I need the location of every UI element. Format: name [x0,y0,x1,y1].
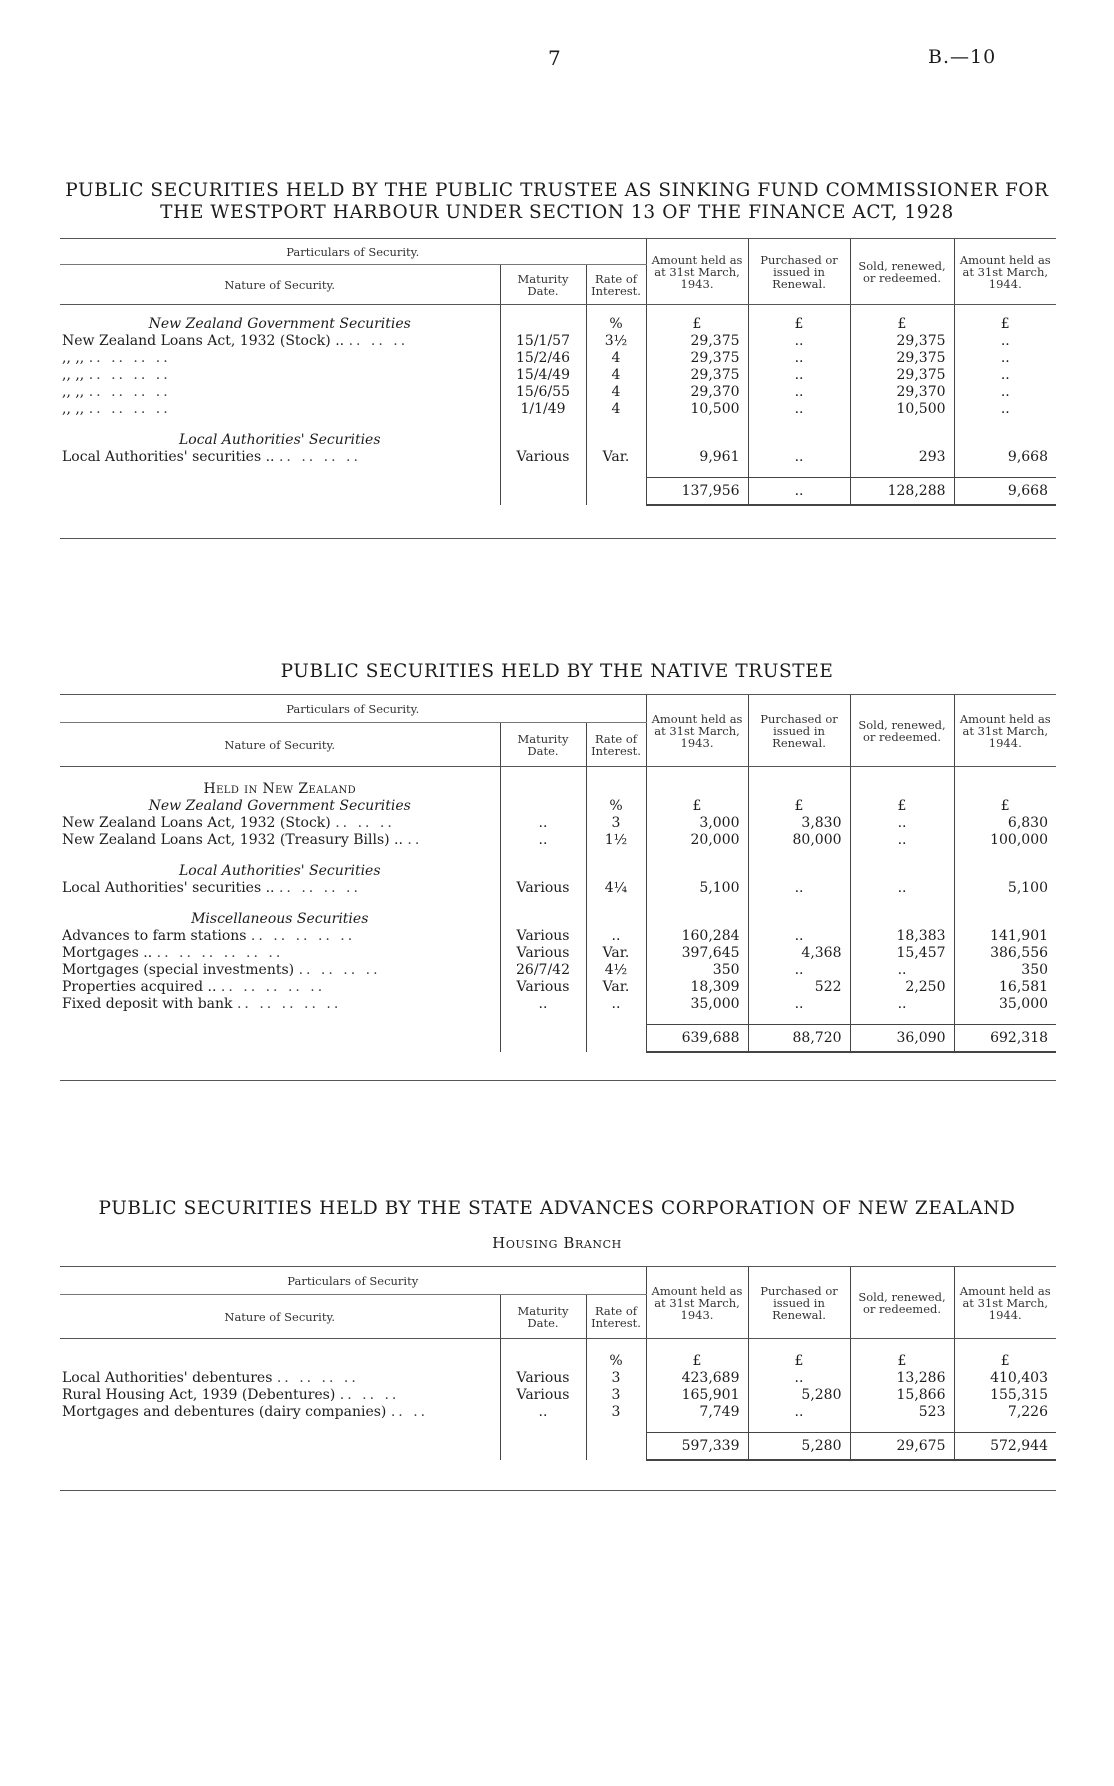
westport-table [60,238,1056,506]
table-row [60,333,1056,350]
table-row [60,367,1056,384]
security-name [60,1404,500,1421]
interest-rate: 4 [586,401,646,418]
amount-sold: 29,375 [850,350,954,367]
amount-sold: .. [850,962,954,979]
total-sold: 29,675 [850,1433,954,1461]
header-rate: Rate of Interest. [586,1295,646,1339]
interest-rate: 3 [586,1387,646,1404]
amount-sold: 29,375 [850,333,954,350]
security-name [60,401,500,418]
amount-held-1944: .. [954,367,1056,384]
unit-label: £ [954,1353,1056,1370]
unit-label: % [586,316,646,333]
section-rule [60,1080,1056,1082]
amount-held-1943: 160,284 [646,928,748,945]
page-number: 7 [548,46,561,70]
leader-dots: .. .. .. .. [276,1370,359,1386]
amount-purchased: .. [748,1404,850,1421]
security-name [60,996,500,1013]
security-name-text: Properties acquired .. [62,979,217,995]
amount-purchased: .. [748,401,850,418]
amount-held-1944: .. [954,401,1056,418]
interest-rate: 1½ [586,832,646,849]
unit-label: £ [748,316,850,333]
leader-dots: .. .. .. .. [88,367,171,383]
amount-held-1944: 7,226 [954,1404,1056,1421]
security-name-text: ,, ,, [62,350,85,366]
total-held-1943: 639,688 [646,1025,748,1053]
header-held-1944: Amount held as at 31st March, 1944. [954,239,1056,305]
amount-sold: .. [850,880,954,897]
amount-held-1944: 35,000 [954,996,1056,1013]
amount-sold: 523 [850,1404,954,1421]
leader-dots: .. .. [390,1404,429,1420]
security-name [60,384,500,401]
leader-dots: .. .. .. .. .. .. [156,945,284,961]
interest-rate: 3½ [586,333,646,350]
amount-held-1943: 18,309 [646,979,748,996]
unit-label: % [586,1353,646,1370]
header-held-1943: Amount held as at 31st March, 1943. [646,1267,748,1339]
native-table-section [60,694,1056,1053]
table-row [60,350,1056,367]
westport-title-line1: PUBLIC SECURITIES HELD BY THE PUBLIC TRUSTEE AS SINKING FUND COMMISSIONER FOR [65,180,1049,201]
interest-rate: 4 [586,384,646,401]
header-maturity: Maturity Date. [500,1295,586,1339]
table-row [60,449,1056,466]
header-nature: Nature of Security. [60,265,500,305]
maturity-date: 15/6/55 [500,384,586,401]
section-heading: Local Authorities' Securities [178,432,381,448]
unit-label: £ [954,316,1056,333]
table-row [60,1370,1056,1387]
amount-sold: 18,383 [850,928,954,945]
unit-label: £ [850,316,954,333]
security-name [60,880,500,897]
security-name [60,832,500,849]
interest-rate: 4¼ [586,880,646,897]
header-rate: Rate of Interest. [586,265,646,305]
leader-dots: .. .. .. [335,815,395,831]
amount-sold: 15,866 [850,1387,954,1404]
security-name-text: Local Authorities' securities .. [62,449,275,465]
amount-purchased: 3,830 [748,815,850,832]
table-row [60,1387,1056,1404]
amount-sold: .. [850,996,954,1013]
amount-sold: 29,375 [850,367,954,384]
amount-purchased: .. [748,962,850,979]
table-row [60,928,1056,945]
leader-dots: .. .. .. .. [278,449,361,465]
header-sold: Sold, renewed, or redeemed. [850,695,954,767]
native-title: PUBLIC SECURITIES HELD BY THE NATIVE TRUSTEE [280,661,834,682]
amount-purchased: 522 [748,979,850,996]
section-rule [60,538,1056,540]
interest-rate: 3 [586,1404,646,1421]
leader-dots: .. .. .. [348,333,409,349]
state-table-section [60,1266,1056,1461]
total-purchased: 5,280 [748,1433,850,1461]
native-table [60,694,1056,1053]
security-name-text: New Zealand Loans Act, 1932 (Stock) [62,815,331,831]
maturity-date: 1/1/49 [500,401,586,418]
header-rate: Rate of Interest. [586,723,646,767]
state-subtitle: Housing Branch [492,1234,622,1252]
unit-label: £ [646,798,748,815]
maturity-date: .. [500,996,586,1013]
amount-purchased: .. [748,1370,850,1387]
amount-held-1944: 6,830 [954,815,1056,832]
interest-rate: 4½ [586,962,646,979]
security-name [60,979,500,996]
amount-purchased: 5,280 [748,1387,850,1404]
westport-title [40,180,1074,224]
state-table [60,1266,1056,1461]
maturity-date: 15/4/49 [500,367,586,384]
amount-sold: 15,457 [850,945,954,962]
amount-held-1944: 141,901 [954,928,1056,945]
interest-rate: 4 [586,367,646,384]
amount-held-1944: .. [954,333,1056,350]
header-particulars: Particulars of Security [60,1267,646,1295]
amount-held-1943: 350 [646,962,748,979]
security-name-text: Mortgages (special investments) [62,962,295,978]
security-name-text: Local Authorities' debentures [62,1370,273,1386]
unit-label: £ [646,1353,748,1370]
header-nature: Nature of Security. [60,1295,500,1339]
section-heading: Miscellaneous Securities [191,911,369,927]
header-sold: Sold, renewed, or redeemed. [850,239,954,305]
total-sold: 128,288 [850,478,954,506]
security-name-text: New Zealand Loans Act, 1932 (Treasury Bills) .. [62,832,403,848]
interest-rate: Var. [586,449,646,466]
maturity-date: Various [500,979,586,996]
security-name [60,962,500,979]
security-name [60,1387,500,1404]
unit-label: £ [850,798,954,815]
amount-held-1944: 16,581 [954,979,1056,996]
amount-held-1943: 29,375 [646,367,748,384]
amount-held-1943: 397,645 [646,945,748,962]
unit-label: £ [748,1353,850,1370]
unit-label: % [586,798,646,815]
page-code: B.—10 [928,46,997,68]
amount-held-1943: 20,000 [646,832,748,849]
maturity-date: .. [500,1404,586,1421]
header-held-1943: Amount held as at 31st March, 1943. [646,695,748,767]
table-row [60,1404,1056,1421]
amount-held-1943: 29,375 [646,333,748,350]
total-held-1943: 137,956 [646,478,748,506]
amount-purchased: .. [748,880,850,897]
leader-dots: .. .. .. [339,1387,400,1403]
amount-purchased: .. [748,367,850,384]
maturity-date: Various [500,1370,586,1387]
amount-held-1943: 10,500 [646,401,748,418]
leader-dots: .. .. .. .. .. [250,928,356,944]
header-nature: Nature of Security. [60,723,500,767]
header-particulars: Particulars of Security. [60,239,646,265]
header-held-1944: Amount held as at 31st March, 1944. [954,1267,1056,1339]
security-name-text: ,, ,, [62,384,85,400]
amount-purchased: .. [748,333,850,350]
amount-held-1944: 155,315 [954,1387,1056,1404]
amount-sold: 10,500 [850,401,954,418]
section-rule [60,1490,1056,1492]
state-title: PUBLIC SECURITIES HELD BY THE STATE ADVANCES CORPORATION OF NEW ZEALAND [98,1198,1016,1219]
amount-held-1944: .. [954,384,1056,401]
amount-sold: 29,370 [850,384,954,401]
security-name [60,367,500,384]
amount-purchased: .. [748,384,850,401]
header-particulars: Particulars of Security. [60,695,646,723]
interest-rate: Var. [586,945,646,962]
amount-sold: 2,250 [850,979,954,996]
amount-purchased: .. [748,928,850,945]
table-row [60,880,1056,897]
security-name-text: Advances to farm stations [62,928,247,944]
interest-rate: 3 [586,1370,646,1387]
maturity-date: Various [500,880,586,897]
totals-row [60,1433,1056,1461]
section-heading: New Zealand Government Securities [148,316,411,332]
total-held-1944: 9,668 [954,478,1056,506]
interest-rate: .. [586,928,646,945]
header-purchased: Purchased or issued in Renewal. [748,239,850,305]
unit-label: £ [748,798,850,815]
maturity-date: Various [500,449,586,466]
header-purchased: Purchased or issued in Renewal. [748,1267,850,1339]
unit-label: £ [646,316,748,333]
header-maturity: Maturity Date. [500,723,586,767]
header-purchased: Purchased or issued in Renewal. [748,695,850,767]
amount-sold: .. [850,815,954,832]
westport-title-line2: THE WESTPORT HARBOUR UNDER SECTION 13 OF THE FINANCE ACT, 1928 [160,202,954,223]
amount-held-1944: 100,000 [954,832,1056,849]
maturity-date: 26/7/42 [500,962,586,979]
table-row [60,996,1056,1013]
leader-dots: .. .. .. .. [298,962,381,978]
unit-label: £ [850,1353,954,1370]
maturity-date: 15/2/46 [500,350,586,367]
security-name [60,815,500,832]
amount-purchased: 4,368 [748,945,850,962]
amount-held-1943: 423,689 [646,1370,748,1387]
security-name-text: ,, ,, [62,401,85,417]
amount-sold: 13,286 [850,1370,954,1387]
amount-held-1943: 29,370 [646,384,748,401]
leader-dots: .. [407,832,423,848]
security-name [60,350,500,367]
security-name [60,449,500,466]
table-row [60,401,1056,418]
security-name [60,333,500,350]
total-held-1944: 692,318 [954,1025,1056,1053]
totals-row [60,1025,1056,1053]
table-row [60,962,1056,979]
table-row [60,945,1056,962]
header-maturity: Maturity Date. [500,265,586,305]
leader-dots: .. .. .. .. .. [220,979,326,995]
westport-table-section [60,238,1056,506]
total-held-1944: 572,944 [954,1433,1056,1461]
amount-held-1943: 29,375 [646,350,748,367]
table-row [60,979,1056,996]
amount-held-1944: .. [954,350,1056,367]
header-held-1943: Amount held as at 31st March, 1943. [646,239,748,305]
security-name-text: New Zealand Loans Act, 1932 (Stock) .. [62,333,345,349]
total-held-1943: 597,339 [646,1433,748,1461]
amount-held-1944: 5,100 [954,880,1056,897]
header-held-1944: Amount held as at 31st March, 1944. [954,695,1056,767]
interest-rate: 4 [586,350,646,367]
interest-rate: Var. [586,979,646,996]
amount-held-1943: 165,901 [646,1387,748,1404]
security-name [60,1370,500,1387]
amount-held-1943: 7,749 [646,1404,748,1421]
security-name [60,928,500,945]
total-purchased: .. [748,478,850,506]
amount-held-1943: 35,000 [646,996,748,1013]
amount-held-1944: 386,556 [954,945,1056,962]
amount-held-1944: 350 [954,962,1056,979]
amount-sold: .. [850,832,954,849]
amount-held-1944: 9,668 [954,449,1056,466]
amount-purchased: 80,000 [748,832,850,849]
maturity-date: .. [500,815,586,832]
amount-held-1943: 3,000 [646,815,748,832]
section-heading: Held in New Zealand [203,781,357,797]
header-sold: Sold, renewed, or redeemed. [850,1267,954,1339]
leader-dots: .. .. .. .. [88,401,171,417]
maturity-date: Various [500,1387,586,1404]
maturity-date: 15/1/57 [500,333,586,350]
totals-row [60,478,1056,506]
amount-purchased: .. [748,350,850,367]
amount-held-1943: 5,100 [646,880,748,897]
amount-held-1943: 9,961 [646,449,748,466]
leader-dots: .. .. .. .. [278,880,361,896]
maturity-date: Various [500,928,586,945]
interest-rate: 3 [586,815,646,832]
security-name-text: Fixed deposit with bank [62,996,233,1012]
total-purchased: 88,720 [748,1025,850,1053]
table-row [60,832,1056,849]
section-heading: Local Authorities' Securities [178,863,381,879]
maturity-date: .. [500,832,586,849]
security-name-text: ,, ,, [62,367,85,383]
section-heading: New Zealand Government Securities [148,798,411,814]
security-name-text: Mortgages .. [62,945,153,961]
security-name [60,945,500,962]
maturity-date: Various [500,945,586,962]
table-row [60,815,1056,832]
unit-label: £ [954,798,1056,815]
table-row [60,384,1056,401]
security-name-text: Mortgages and debentures (dairy companies) [62,1404,387,1420]
leader-dots: .. .. .. .. [88,350,171,366]
amount-purchased: .. [748,996,850,1013]
total-sold: 36,090 [850,1025,954,1053]
security-name-text: Local Authorities' securities .. [62,880,275,896]
leader-dots: .. .. .. .. [88,384,171,400]
leader-dots: .. .. .. .. .. [236,996,342,1012]
amount-purchased: .. [748,449,850,466]
amount-held-1944: 410,403 [954,1370,1056,1387]
amount-sold: 293 [850,449,954,466]
interest-rate: .. [586,996,646,1013]
security-name-text: Rural Housing Act, 1939 (Debentures) [62,1387,336,1403]
